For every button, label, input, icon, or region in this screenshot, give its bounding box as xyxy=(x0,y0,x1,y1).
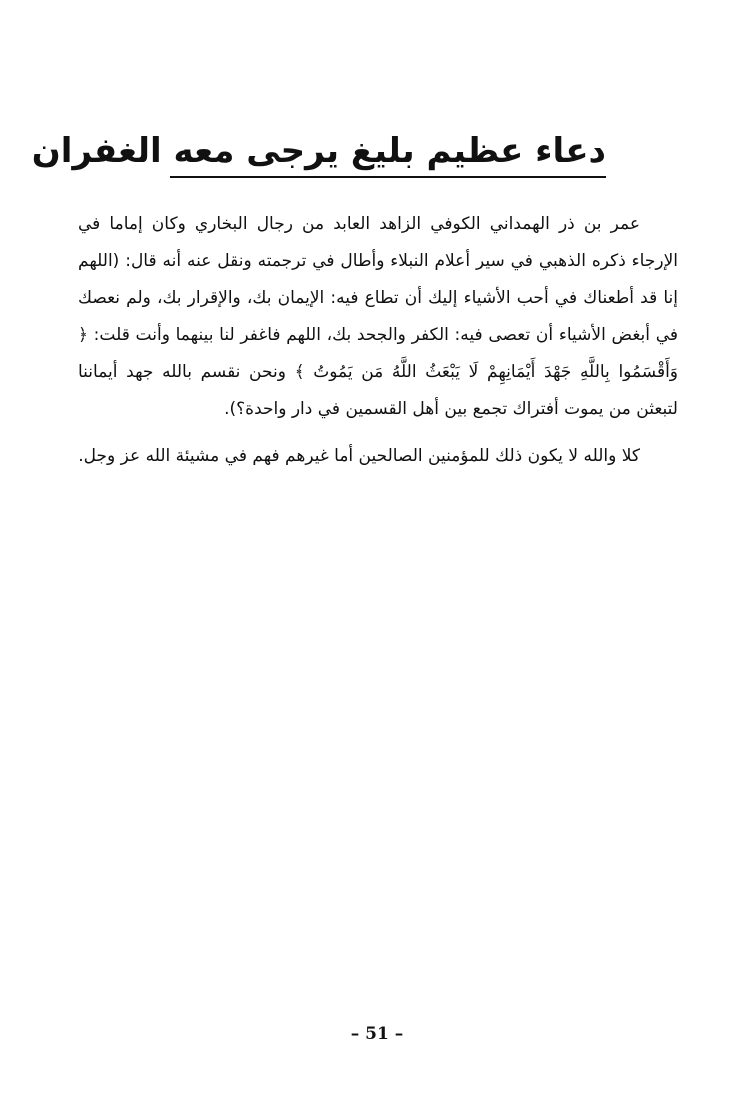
paragraph-conclusion: كلا والله لا يكون ذلك للمؤمنين الصالحين أما غيرهم فهم في مشيئة الله عز وجل. xyxy=(78,446,640,466)
paragraph-narration xyxy=(78,206,678,428)
page-title: دعاء عظيم بليغ يرجى معه الغفران xyxy=(31,131,606,171)
narration-text: عمر بن ذر الهمداني الكوفي الزاهد العابد من رجال البخاري وكان إماما في الإرجاء ذكره الذهبي في سير أعلام النبلاء وأطال في ترجمته ونقل عنه أنه قال: (اللهم إنا قد أطعناك في أحب الأشياء إليك أن تطاع فيه: الإيمان بك، والإقرار بك، ولم نعصك في أبغض الأشياء أن تعصى فيه: الكفر والجحد بك، اللهم فاغفر لنا بينهما وأنت قلت: xyxy=(78,214,678,345)
body-text xyxy=(78,206,678,475)
narration-text-continued: ونحن نقسم بالله جهد أيماننا لتبعثن من يموت أفتراك تجمع بين أهل القسمين في دار واحدة؟). xyxy=(78,362,678,419)
page-number: – 51 – xyxy=(350,1024,404,1044)
title-block xyxy=(31,126,606,176)
title-underline xyxy=(170,176,606,178)
quran-verse: ﴿ وَأَقْسَمُوا بِاللَّهِ جَهْدَ أَيْمَانِهِمْ لَا يَبْعَثُ اللَّهُ مَن يَمُوتُ ﴾ xyxy=(78,325,679,382)
